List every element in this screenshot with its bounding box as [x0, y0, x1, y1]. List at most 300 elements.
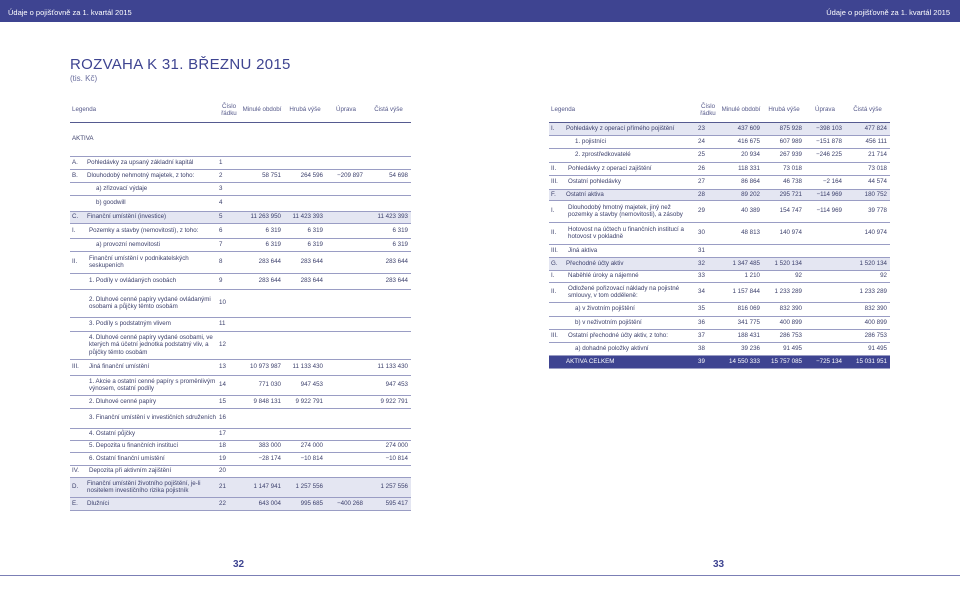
table-row: [549, 257, 890, 270]
table-row: [549, 135, 890, 148]
adjustment-value: −398 103: [816, 124, 842, 132]
gross-value: 283 644: [300, 277, 323, 285]
gross-value: 1 520 134: [774, 259, 802, 267]
footer-divider-right: [480, 575, 960, 576]
row-code: [549, 148, 565, 162]
row-number: 26: [698, 164, 705, 172]
page-subtitle: (tis. Kč): [70, 74, 98, 83]
table-row: [549, 175, 890, 189]
net-value: 11 423 393: [377, 213, 408, 221]
gross-value: 283 644: [300, 258, 323, 266]
previous-period-value: 11 263 950: [250, 213, 281, 221]
row-code: [70, 375, 86, 395]
net-value: 477 824: [864, 124, 887, 132]
row-code: [70, 273, 86, 289]
adjustment-value: [805, 316, 845, 329]
previous-period-value: −28 174: [258, 454, 281, 462]
row-code: I.: [72, 226, 76, 234]
row-number: 16: [219, 414, 226, 422]
previous-period-value: 1 210: [744, 272, 760, 280]
previous-period-value: 1 147 941: [253, 483, 281, 491]
row-label: 3. Podíly s podstatným vlivem: [89, 320, 171, 328]
row-number: 30: [698, 229, 705, 237]
table-row: [549, 162, 890, 175]
table-row: [549, 222, 890, 244]
gross-value: −10 814: [300, 454, 323, 462]
row-code: [549, 342, 565, 355]
row-number: 7: [219, 240, 223, 248]
gross-value: 46 738: [783, 178, 802, 186]
previous-period-value: [240, 289, 284, 317]
net-value: [366, 156, 411, 169]
adjustment-value: −151 878: [816, 137, 842, 145]
row-code: E.: [72, 499, 78, 507]
gross-value: [284, 408, 326, 428]
row-code: [70, 440, 86, 452]
page-number-right: 33: [713, 559, 725, 570]
net-value: 832 390: [864, 305, 887, 313]
net-value: [366, 428, 411, 440]
net-value: 11 133 430: [377, 363, 408, 371]
row-label: Finanční umístění v podnikatelských seskupeních: [89, 254, 189, 269]
row-number: 29: [698, 207, 705, 215]
table-row: [70, 497, 411, 510]
gross-value: 832 390: [779, 305, 802, 313]
adjustment-value: [805, 302, 845, 316]
net-value: 73 018: [868, 164, 887, 172]
table-row: [549, 122, 890, 135]
row-number: 1: [219, 158, 223, 166]
row-label: Přechodné účty aktiv: [566, 259, 624, 267]
row-label: [86, 122, 218, 156]
row-label: Hotovost na účtech u finančních institucí a hotovost v pokladně: [568, 225, 684, 240]
adjustment-value: [326, 251, 366, 273]
previous-period-value: [240, 195, 284, 211]
row-code: [70, 395, 86, 408]
gross-value: [284, 156, 326, 169]
gross-value: 264 596: [300, 171, 323, 179]
previous-period-value: 9 848 131: [253, 397, 281, 405]
gross-value: 6 319: [307, 240, 323, 248]
net-value: [366, 331, 411, 359]
previous-period-value: 10 973 987: [250, 363, 281, 371]
row-code: II.: [551, 164, 557, 172]
adjustment-value: [805, 270, 845, 282]
col-row-number: Číslo řádku: [697, 98, 719, 122]
table-row: [70, 211, 411, 223]
row-number: 35: [698, 305, 705, 313]
row-number: 9: [219, 277, 223, 285]
net-value: 54 698: [389, 171, 408, 179]
table-row: [70, 223, 411, 238]
row-label: Naběhlé úroky a nájemné: [568, 272, 639, 280]
adjustment-value: [805, 257, 845, 270]
adjustment-value: [805, 342, 845, 355]
row-number: 20: [219, 467, 226, 475]
previous-period-value: [240, 182, 284, 195]
table-row: [70, 182, 411, 195]
page-title: ROZVAHA K 31. BŘEZNU 2015: [70, 56, 291, 73]
row-number: 10: [219, 299, 226, 307]
row-label: Finanční umístění (investice): [87, 213, 167, 221]
previous-period-value: 283 644: [258, 258, 281, 266]
net-value: 286 753: [864, 331, 887, 339]
net-value: 595 417: [385, 499, 408, 507]
previous-period-value: 771 030: [258, 381, 281, 389]
net-value: 6 319: [392, 226, 408, 234]
row-label: Ostatní přechodné účty aktiv, z toho:: [568, 331, 668, 339]
previous-period-value: 283 644: [258, 277, 281, 285]
gross-value: 295 721: [779, 190, 802, 198]
adjustment-value: [326, 331, 366, 359]
row-label: b) v neživotním pojištění: [575, 318, 642, 326]
gross-value: 92: [795, 272, 802, 280]
row-label: Finanční umístění životního pojištění, je-li nositelem investičního rizika pojistník: [87, 479, 201, 494]
row-number: 21: [219, 483, 226, 491]
row-code: II.: [72, 258, 78, 266]
row-label: 4. Dluhové cenné papíry vydané osobami, ve kterých má účetní jednotka podstatný vliv, a půjčky těmto osobám: [89, 334, 213, 356]
gross-value: 995 685: [300, 499, 323, 507]
gross-value: 267 939: [779, 151, 802, 159]
balance-table-left: [70, 98, 411, 511]
row-number: 25: [698, 151, 705, 159]
adjustment-value: [326, 452, 366, 465]
row-number: 32: [698, 259, 705, 267]
table-row: [70, 428, 411, 440]
row-label: Depozita při aktivním zajištění: [89, 467, 172, 475]
row-code: [549, 355, 565, 368]
gross-value: [284, 331, 326, 359]
net-value: 283 644: [385, 277, 408, 285]
col-gross-amount: Hrubá výše: [284, 98, 326, 122]
col-gross-amount: Hrubá výše: [763, 98, 805, 122]
gross-value: 1 233 289: [774, 288, 802, 296]
row-number: 22: [219, 499, 226, 507]
adjustment-value: [326, 465, 366, 477]
row-number: 31: [698, 246, 705, 254]
adjustment-value: [805, 222, 845, 244]
net-value: [366, 195, 411, 211]
adjustment-value: [326, 408, 366, 428]
row-code: II.: [551, 288, 557, 296]
net-value: [366, 465, 411, 477]
row-number: 39: [698, 357, 705, 365]
row-label: 1. Akcie a ostatní cenné papíry s proměnlivým výnosem, ostatní podíly: [89, 377, 216, 392]
previous-period-value: [240, 122, 284, 156]
row-code: F.: [551, 190, 556, 198]
table-row: [70, 156, 411, 169]
row-number: 12: [219, 341, 226, 349]
row-label: 2. zprostředkovatelé: [575, 151, 631, 159]
gross-value: 1 257 556: [295, 483, 323, 491]
row-label: 2. Dluhové cenné papíry vydané ovládanými osobami a půjčky těmto osobám: [89, 295, 211, 310]
adjustment-value: [326, 182, 366, 195]
row-label: 1. pojistníci: [575, 137, 606, 145]
row-code: III.: [551, 331, 558, 339]
row-number: 27: [698, 178, 705, 186]
row-label: Jiná aktiva: [568, 246, 598, 254]
adjustment-value: [326, 440, 366, 452]
adjustment-value: [326, 211, 366, 223]
gross-value: 15 757 085: [771, 357, 802, 365]
row-label: b) goodwill: [96, 199, 126, 207]
net-value: 283 644: [385, 258, 408, 266]
col-previous-period: Minulé období: [719, 98, 763, 122]
table-row: [70, 395, 411, 408]
row-number: 3: [219, 184, 223, 192]
gross-value: [284, 289, 326, 317]
row-label: a) dohadné položky aktivní: [575, 344, 649, 352]
net-value: 1 257 556: [380, 483, 408, 491]
row-number: 37: [698, 331, 705, 339]
gross-value: [284, 317, 326, 331]
previous-period-value: [240, 428, 284, 440]
row-number: 17: [219, 430, 226, 438]
row-number: 33: [698, 272, 705, 280]
net-value: 1 233 289: [859, 288, 887, 296]
top-bar: [0, 0, 960, 22]
gross-value: 91 495: [783, 344, 802, 352]
previous-period-value: 383 000: [258, 442, 281, 450]
gross-value: [284, 182, 326, 195]
adjustment-value: −725 134: [816, 357, 842, 365]
table-row: [70, 317, 411, 331]
previous-period-value: [240, 408, 284, 428]
table-row: [549, 189, 890, 200]
net-value: 180 752: [864, 190, 887, 198]
adjustment-value: −2 164: [822, 178, 842, 186]
adjustment-value: [326, 238, 366, 251]
row-code: [70, 331, 86, 359]
row-label: Jiná finanční umístění: [89, 363, 150, 371]
row-label: a) v životním pojištění: [575, 305, 635, 313]
net-value: 15 031 951: [856, 357, 887, 365]
row-code: [549, 316, 565, 329]
previous-period-value: 437 609: [737, 124, 760, 132]
header-left: Údaje o pojišťovně za 1. kvartál 2015: [8, 8, 132, 17]
gross-value: [284, 428, 326, 440]
table-row: [70, 169, 411, 182]
row-code: B.: [72, 171, 78, 179]
col-net-amount: Čistá výše: [366, 98, 411, 122]
table-row: [70, 452, 411, 465]
row-label: Pohledávky z operací zajištění: [568, 164, 652, 172]
col-legend: Legenda: [549, 98, 697, 122]
row-label: 5. Depozita u finančních institucí: [89, 442, 179, 450]
gross-value: 875 928: [779, 124, 802, 132]
row-label: Odložené pořizovací náklady na pojistné smlouvy, v tom odděleně:: [568, 284, 680, 299]
adjustment-value: [326, 122, 366, 156]
net-value: 92: [880, 272, 887, 280]
previous-period-value: 6 319: [265, 226, 281, 234]
row-code: AKTIVA: [72, 135, 94, 143]
adjustment-value: [805, 162, 845, 175]
row-code: IV.: [72, 467, 79, 475]
row-label: 4. Ostatní půjčky: [89, 430, 136, 438]
row-number: 36: [698, 318, 705, 326]
row-code: A.: [72, 158, 78, 166]
previous-period-value: 39 236: [741, 344, 760, 352]
row-code: I.: [551, 272, 555, 280]
row-code: C.: [72, 213, 79, 221]
col-adjustment: Úprava: [326, 98, 366, 122]
previous-period-value: 40 389: [741, 207, 760, 215]
adjustment-value: [805, 282, 845, 302]
adjustment-value: [326, 273, 366, 289]
gross-value: [284, 122, 326, 156]
row-code: [70, 408, 86, 428]
adjustment-value: [326, 289, 366, 317]
table-row: [70, 273, 411, 289]
row-label: Dlouhodobý nehmotný majetek, z toho:: [87, 171, 195, 179]
row-code: I.: [551, 207, 555, 215]
table-row: [549, 148, 890, 162]
row-code: III.: [551, 178, 558, 186]
left-page: [70, 98, 411, 511]
row-code: [70, 289, 86, 317]
row-number: 5: [219, 213, 223, 221]
gross-value: 140 974: [779, 229, 802, 237]
table-row: [70, 408, 411, 428]
balance-table-right: [549, 98, 890, 369]
table-row: [70, 440, 411, 452]
adjustment-value: [326, 428, 366, 440]
previous-period-value: 86 864: [741, 178, 760, 186]
net-value: 1 520 134: [859, 259, 887, 267]
table-row: [549, 270, 890, 282]
previous-period-value: 89 202: [741, 190, 760, 198]
net-value: 140 974: [864, 229, 887, 237]
right-page: [549, 98, 890, 369]
net-value: 39 778: [868, 207, 887, 215]
adjustment-value: −114 969: [816, 190, 842, 198]
adjustment-value: [326, 395, 366, 408]
table-row: [70, 238, 411, 251]
gross-value: [763, 244, 805, 257]
adjustment-value: −246 225: [816, 151, 842, 159]
previous-period-value: [240, 465, 284, 477]
row-number: [218, 122, 240, 156]
table-row: [70, 122, 411, 156]
row-number: 24: [698, 137, 705, 145]
net-value: 400 899: [864, 318, 887, 326]
row-label: 2. Dluhové cenné papíry: [89, 397, 157, 405]
table-row: [70, 289, 411, 317]
col-legend: Legenda: [70, 98, 218, 122]
gross-value: 11 423 393: [292, 213, 323, 221]
table-row: [549, 244, 890, 257]
net-value: 947 453: [385, 381, 408, 389]
net-value: −10 814: [385, 454, 408, 462]
previous-period-value: [240, 156, 284, 169]
row-label: Pohledávky z operací přímého pojištění: [566, 124, 675, 132]
net-value: 456 111: [865, 137, 887, 145]
gross-value: [284, 195, 326, 211]
row-label: Ostatní aktiva: [566, 190, 604, 198]
row-code: II.: [551, 229, 557, 237]
adjustment-value: [326, 195, 366, 211]
previous-period-value: 14 550 333: [729, 357, 760, 365]
adjustment-value: [326, 477, 366, 497]
net-value: [366, 182, 411, 195]
adjustment-value: [805, 329, 845, 342]
table-row: [70, 465, 411, 477]
adjustment-value: −114 969: [816, 207, 842, 215]
row-label: Dlužníci: [87, 499, 110, 507]
net-value: 6 319: [392, 240, 408, 248]
row-number: 13: [219, 363, 226, 371]
previous-period-value: 20 934: [741, 151, 760, 159]
gross-value: 607 989: [779, 137, 802, 145]
row-number: 8: [219, 258, 223, 266]
net-value: 21 714: [868, 151, 887, 159]
table-row: [549, 329, 890, 342]
net-value: 91 495: [868, 344, 887, 352]
row-label: Ostatní pohledávky: [568, 178, 621, 186]
previous-period-value: [240, 331, 284, 359]
row-code: I.: [551, 124, 555, 132]
row-number: 4: [219, 199, 223, 207]
gross-value: 73 018: [783, 164, 802, 172]
previous-period-value: 643 004: [258, 499, 281, 507]
table-row: [549, 282, 890, 302]
previous-period-value: 118 331: [738, 164, 760, 172]
gross-value: 11 133 430: [292, 363, 323, 371]
row-code: [70, 317, 86, 331]
row-number: 19: [219, 454, 226, 462]
row-label: AKTIVA CELKEM: [566, 357, 615, 365]
adjustment-value: [326, 375, 366, 395]
col-adjustment: Úprava: [805, 98, 845, 122]
net-value: [366, 122, 411, 156]
row-code: [549, 135, 565, 148]
row-code: [70, 195, 86, 211]
row-label: 6. Ostatní finanční umístění: [89, 454, 165, 462]
row-code: [70, 238, 86, 251]
row-number: 11: [219, 320, 226, 328]
row-number: 18: [219, 442, 226, 450]
previous-period-value: 58 751: [262, 171, 281, 179]
row-number: 15: [219, 397, 226, 405]
gross-value: 286 753: [779, 331, 802, 339]
row-label: a) provozní nemovitosti: [96, 240, 160, 248]
previous-period-value: 48 813: [741, 229, 760, 237]
gross-value: 400 899: [779, 318, 802, 326]
table-row: [549, 342, 890, 355]
previous-period-value: 341 775: [737, 318, 760, 326]
row-code: G.: [551, 259, 558, 267]
row-code: [70, 182, 86, 195]
table-row: [70, 359, 411, 375]
adjustment-value: [326, 223, 366, 238]
net-value: 9 922 791: [380, 397, 408, 405]
table-row: [549, 200, 890, 222]
row-number: 6: [219, 226, 223, 234]
previous-period-value: [719, 244, 763, 257]
row-label: 3. Finanční umístění v investičních sdruženích: [89, 414, 216, 422]
gross-value: 154 747: [779, 207, 802, 215]
net-value: [366, 289, 411, 317]
adjustment-value: [326, 359, 366, 375]
adjustment-value: [326, 317, 366, 331]
previous-period-value: 188 431: [737, 331, 760, 339]
table-row: [70, 195, 411, 211]
row-code: [70, 428, 86, 440]
table-row: [549, 316, 890, 329]
row-label: 1. Podíly v ovládaných osobách: [89, 277, 177, 285]
header-right: Údaje o pojišťovně za 1. kvartál 2015: [826, 8, 950, 17]
row-code: III.: [551, 246, 558, 254]
